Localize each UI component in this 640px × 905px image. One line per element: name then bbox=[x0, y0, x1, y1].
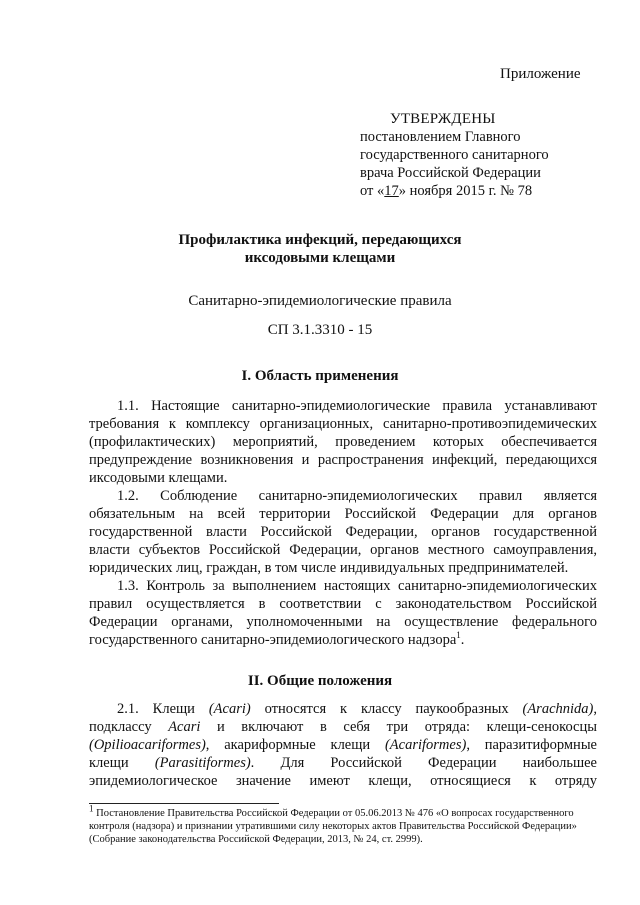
text-fragment: 2.1. Клещи bbox=[117, 701, 209, 717]
date-day: 17 bbox=[384, 183, 399, 199]
rules-code: СП 3.1.3310 - 15 bbox=[267, 322, 373, 338]
latin-term: (Parasitiformes) bbox=[154, 755, 251, 771]
text-line: государственной власти Российской Федерации, органов государственной bbox=[89, 524, 597, 540]
date-prefix: от « bbox=[360, 183, 385, 199]
text-line: обязательным на всей территории Российской Федерации для органов bbox=[89, 506, 597, 522]
text-line: 1.2. Соблюдение санитарно-эпидемиологических правил является bbox=[117, 488, 597, 504]
date-suffix: » ноября 2015 г. № 78 bbox=[398, 183, 533, 199]
text-line: иксодовыми клещами. bbox=[89, 470, 228, 486]
latin-term: (Acariformes) bbox=[384, 737, 467, 753]
text-fragment: государственного санитарно-эпидемиологического надзора bbox=[89, 632, 457, 648]
latin-term: (Acari) bbox=[208, 701, 251, 717]
latin-term: (Arachnida) bbox=[522, 701, 594, 717]
text-line: юридических лиц, граждан, в том числе индивидуальных предпринимателей. bbox=[89, 560, 569, 576]
text-line: (профилактических) мероприятий, проведением которых обеспечивается bbox=[89, 434, 597, 450]
document-title: иксодовыми клещами bbox=[244, 250, 396, 266]
section-heading: II. Общие положения bbox=[247, 673, 393, 689]
footnote-divider bbox=[89, 803, 279, 804]
document-title: Профилактика инфекций, передающихся bbox=[178, 232, 462, 248]
text-line: 1.1. Настоящие санитарно-эпидемиологические правила устанавливают bbox=[117, 398, 597, 414]
approval-date bbox=[360, 183, 532, 200]
latin-term: (Opilioacariformes) bbox=[89, 737, 206, 753]
section-heading: I. Область применения bbox=[241, 368, 399, 384]
text-line bbox=[89, 718, 597, 736]
text-line bbox=[89, 754, 597, 772]
footnote-line bbox=[89, 803, 599, 820]
text-fragment: относятся к классу паукообразных bbox=[250, 701, 523, 717]
footnote-reference[interactable]: 1 bbox=[456, 630, 461, 641]
text-fragment: клещи bbox=[89, 755, 155, 771]
approval-line: постановлением Главного bbox=[360, 129, 521, 145]
rules-name: Санитарно-эпидемиологические правила bbox=[188, 293, 452, 309]
text-fragment: и включают в себя три отряда: клещи-сенокосцы bbox=[200, 719, 597, 735]
text-line: Федерации органами, уполномоченными на осуществление федерального bbox=[89, 614, 597, 630]
text-line bbox=[89, 631, 597, 649]
latin-term: Acari bbox=[168, 719, 201, 735]
footnote-mark: 1 bbox=[89, 803, 94, 814]
text-line: власти субъектов Российской Федерации, органов местного самоуправления, bbox=[89, 542, 597, 558]
text-fragment: Постановление Правительства Российской Федерации от 05.06.2013 № 476 «О вопросах государственного bbox=[93, 808, 574, 819]
footnote-line: контроля (надзора) и признании утратившими силу некоторых актов Правительства Российской Федерации» bbox=[89, 821, 577, 832]
text-line: эпидемиологическое значение имеют клещи, относящиеся к отряду bbox=[89, 773, 597, 789]
text-fragment: , акариформные клещи bbox=[205, 737, 385, 753]
text-line: правил осуществляется в соответствии с законодательством Российской bbox=[89, 596, 597, 612]
text-fragment: . Для Российской Федерации наибольшее bbox=[250, 755, 597, 771]
text-fragment: , bbox=[593, 701, 597, 717]
text-line: предупреждение возникновения и распространения инфекций, передающихся bbox=[89, 452, 597, 468]
text-line: 1.3. Контроль за выполнением настоящих санитарно-эпидемиологических bbox=[117, 578, 597, 594]
footnote bbox=[89, 803, 599, 846]
text-fragment: . bbox=[460, 632, 465, 648]
approved-heading: УТВЕРЖДЕНЫ bbox=[390, 111, 496, 127]
approval-line: государственного санитарного bbox=[360, 147, 549, 163]
approval-line: врача Российской Федерации bbox=[360, 165, 541, 181]
text-fragment: подклассу bbox=[89, 719, 169, 735]
appendix-label: Приложение bbox=[500, 66, 581, 82]
text-line bbox=[89, 736, 597, 754]
paragraph-2-1 bbox=[89, 700, 597, 790]
text-line bbox=[89, 700, 597, 718]
text-fragment: , паразитиформные bbox=[466, 737, 597, 753]
text-line: требования к комплексу организационных, санитарно-противоэпидемических bbox=[89, 416, 597, 432]
paragraph-1-3 bbox=[89, 577, 597, 649]
paragraph-1-2 bbox=[89, 487, 597, 577]
paragraph-1-1 bbox=[89, 397, 597, 487]
footnote-line: (Собрание законодательства Российской Федерации, 2013, № 24, ст. 2999). bbox=[89, 834, 423, 845]
